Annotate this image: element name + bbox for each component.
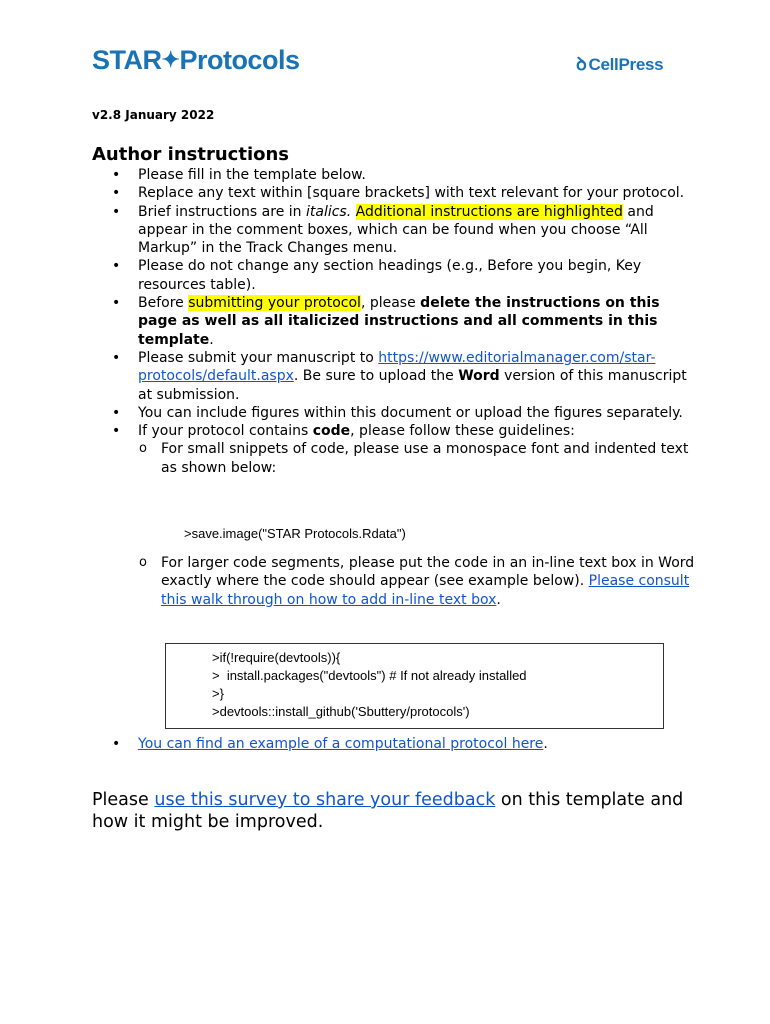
code-textbox <box>165 643 664 729</box>
cellpress-mark-icon: ꝺ <box>576 54 587 74</box>
list-item: • Brief instructions are in italics. Additional instructions are highlighted and appear in the comment boxes, which can be found when you choose “All Markup” in the Track Changes menu. <box>112 203 654 257</box>
feedback-survey-link[interactable]: use this survey to share your feedback <box>154 790 496 810</box>
bullet-icon: • <box>112 295 121 312</box>
sub-bullet-icon: o <box>139 555 147 570</box>
code-line: >devtools::install_github('Sbuttery/protocols') <box>212 704 470 719</box>
bullet-icon: • <box>112 258 121 275</box>
code-line: >} <box>212 686 224 701</box>
code-guidelines-list <box>138 440 692 477</box>
inline-textbox-guide-link[interactable]: Please consult this walk through on how to add in-line text box <box>161 573 690 608</box>
bullet-icon: • <box>112 404 121 421</box>
list-item: • You can find an example of a computational protocol here. <box>112 736 548 752</box>
page-heading: Author instructions <box>92 144 290 165</box>
list-item: • Please submit your manuscript to https://www.editorialmanager.com/star-protocols/default.aspx. Be sure to upload the Word version of this manuscript at submission. <box>112 349 687 403</box>
computational-protocol-example-link[interactable]: You can find an example of a computational protocol here <box>138 736 544 752</box>
bullet-icon: • <box>112 423 121 440</box>
sub-list-item: o For small snippets of code, please use a monospace font and indented text as shown below: <box>139 441 689 476</box>
highlighted-text: submitting your protocol <box>188 295 361 312</box>
code-line: > install.packages("devtools") # If not already installed <box>212 668 527 683</box>
bullet-icon: • <box>112 185 121 202</box>
list-item: • Please do not change any section headings (e.g., Before you begin, Key resources table). <box>112 258 642 293</box>
highlighted-text: Additional instructions are highlighted <box>355 203 623 220</box>
bullet-icon: • <box>112 167 121 183</box>
list-item: • Before submitting your protocol, please delete the instructions on this page as well as all italicized instructions and all comments in this template. <box>112 295 660 348</box>
star-protocols-logo: STAR✦Protocols <box>92 45 300 75</box>
editorial-manager-link[interactable]: https://www.editorialmanager.com/star-protocols/default.aspx <box>138 349 656 385</box>
code-line: >if(!require(devtools)){ <box>212 650 341 665</box>
bullet-icon: • <box>112 203 121 220</box>
feedback-paragraph: Please use this survey to share your feedback on this template and how it might be improved. <box>92 790 684 832</box>
list-item: • Replace any text within [square brackets] with text relevant for your protocol. <box>112 185 685 202</box>
instructions-list <box>92 166 692 477</box>
sparkle-icon: ✦ <box>161 47 180 72</box>
sub-bullet-icon: o <box>139 441 147 457</box>
code-snippet-small: >save.image("STAR Protocols.Rdata") <box>184 526 406 541</box>
sub-list-item: o For larger code segments, please put the code in an in-line text box in Word exactly where the code should appear (see example below). Please consult this walk through on how to add in-line text box. <box>139 555 695 608</box>
list-item: • Please fill in the template below. <box>112 167 366 183</box>
bullet-icon: • <box>112 349 121 366</box>
version-label: v2.8 January 2022 <box>92 108 215 122</box>
bullet-icon: • <box>112 736 121 752</box>
list-item: • If your protocol contains code, please follow these guidelines: o For small snippets of code, please use a monospace font and indented text as shown below: <box>92 422 692 477</box>
cellpress-logo: ꝺ CellPress <box>576 54 664 74</box>
list-item: • You can include figures within this document or upload the figures separately. <box>112 404 683 421</box>
